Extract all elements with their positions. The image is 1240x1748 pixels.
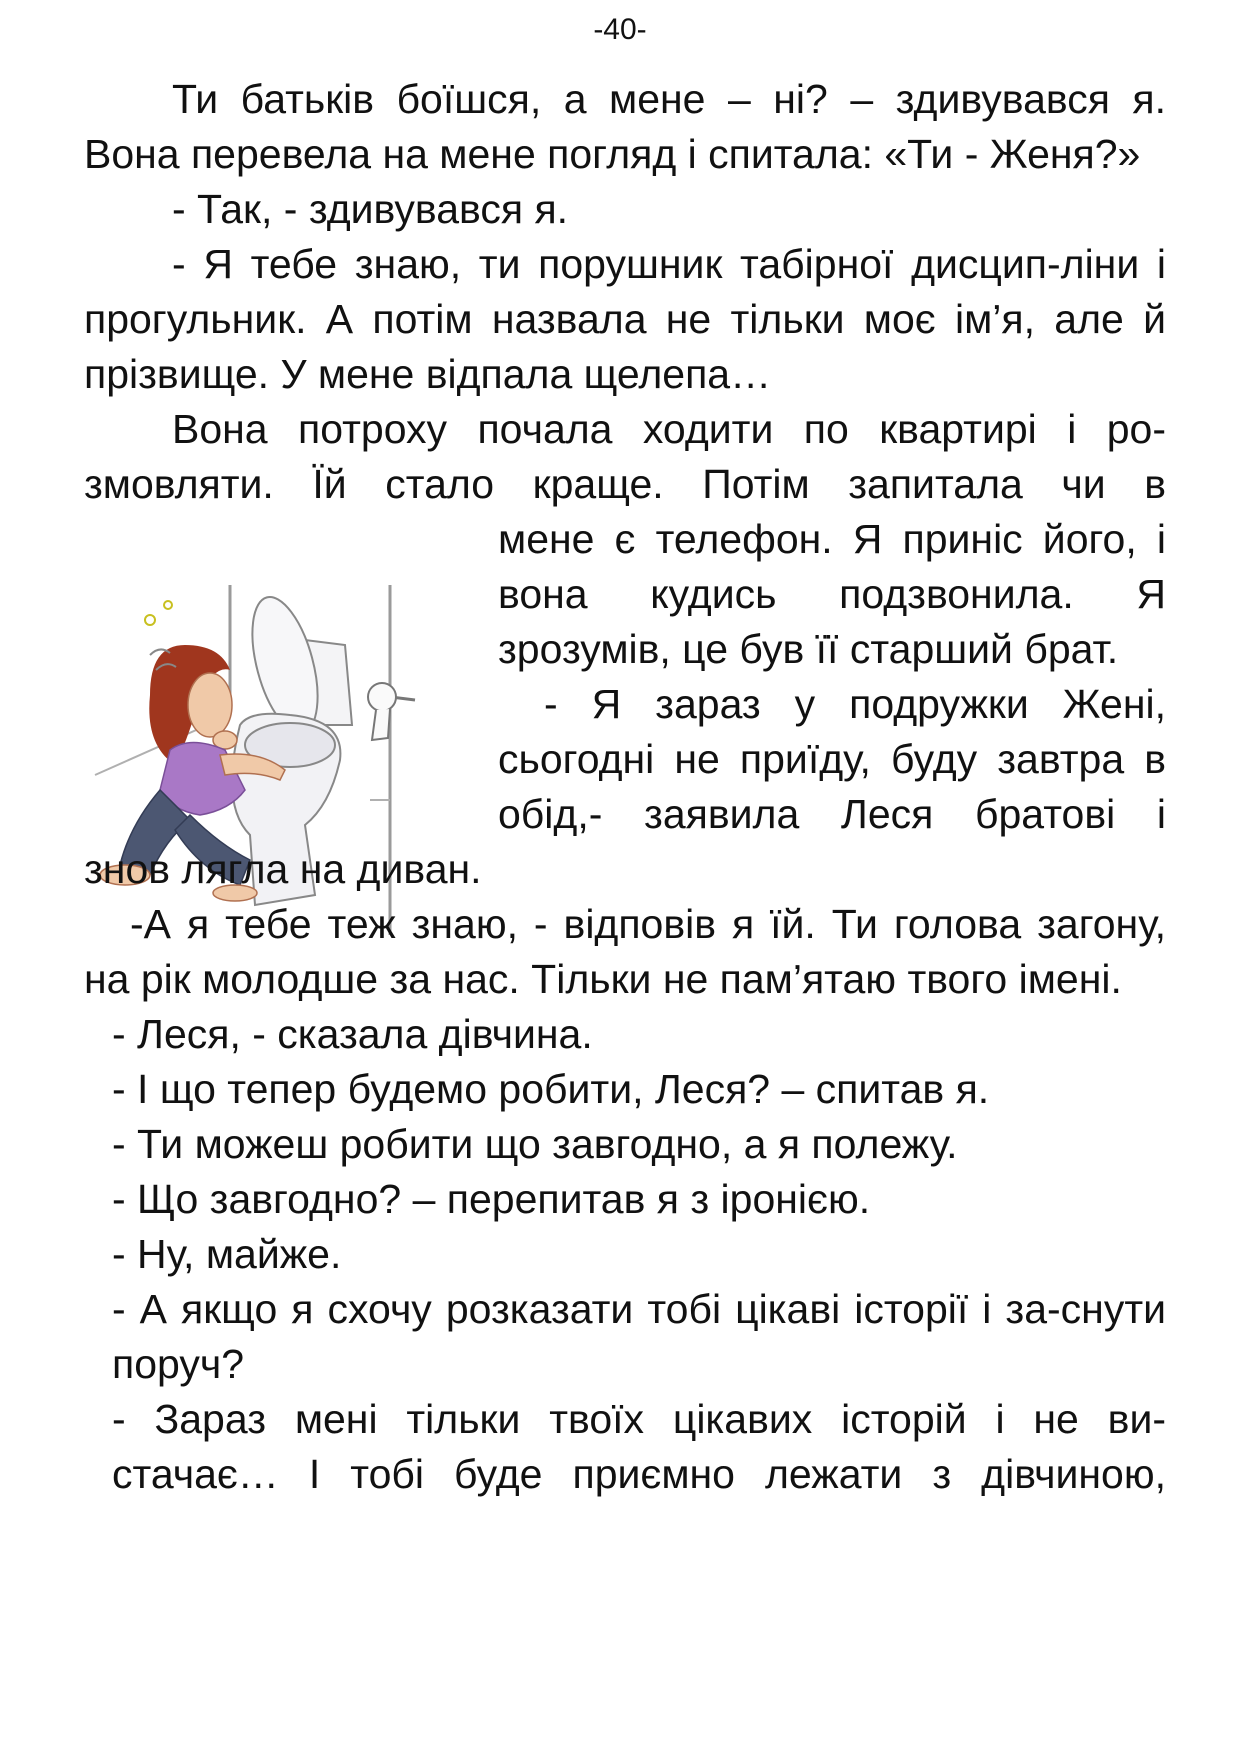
paragraph: - А якщо я схочу розказати тобі цікаві історії і за-снути поруч? — [112, 1286, 1166, 1387]
body-text — [84, 72, 1166, 1502]
paragraph: - Зараз мені тільки твоїх цікавих історій і не ви-стачає… І тобі буде приємно лежати з дівчиною, — [112, 1396, 1166, 1497]
page-number: -40- — [593, 13, 647, 46]
paragraph: знов лягла на диван. — [84, 846, 482, 892]
paragraph: - Леся, - сказала дівчина. — [112, 1011, 593, 1057]
paragraph: мене є телефон. Я приніс його, і вона кудись подзвонила. Я зрозумів, це був її старший брат. — [498, 516, 1166, 672]
paragraph: Вона потроху почала ходити по квартирі і ро-змовляти. Їй стало краще. Потім запитала чи в — [84, 406, 1166, 507]
paragraph: - І що тепер будемо робити, Леся? – спитав я. — [112, 1066, 990, 1112]
paragraph: - Ну, майже. — [112, 1231, 342, 1277]
paragraph: - Що завгодно? – перепитав я з іронією. — [112, 1176, 871, 1222]
paragraph: - Я зараз у подружки Жені, сьогодні не приїду, буду завтра в обід,- заявила Леся братові і — [498, 681, 1166, 837]
paragraph: - Я тебе знаю, ти порушник табірної дисцип-ліни і прогульник. А потім назвала не тільки моє ім’я, але й прізвище. У мене відпала щелепа… — [84, 241, 1166, 397]
paragraph: Ти батьків боїшся, а мене – ні? – здивувався я. Вона перевела на мене погляд і спитала: «Ти - Женя?» — [84, 76, 1166, 177]
paragraph: -А я тебе теж знаю, - відповів я їй. Ти голова загону, на рік молодше за нас. Тільки не пам’ятаю твого імені. — [84, 901, 1166, 1002]
paragraph: - Ти можеш робити що завгодно, а я полежу. — [112, 1121, 958, 1167]
paragraph: - Так, - здивувався я. — [172, 186, 569, 232]
